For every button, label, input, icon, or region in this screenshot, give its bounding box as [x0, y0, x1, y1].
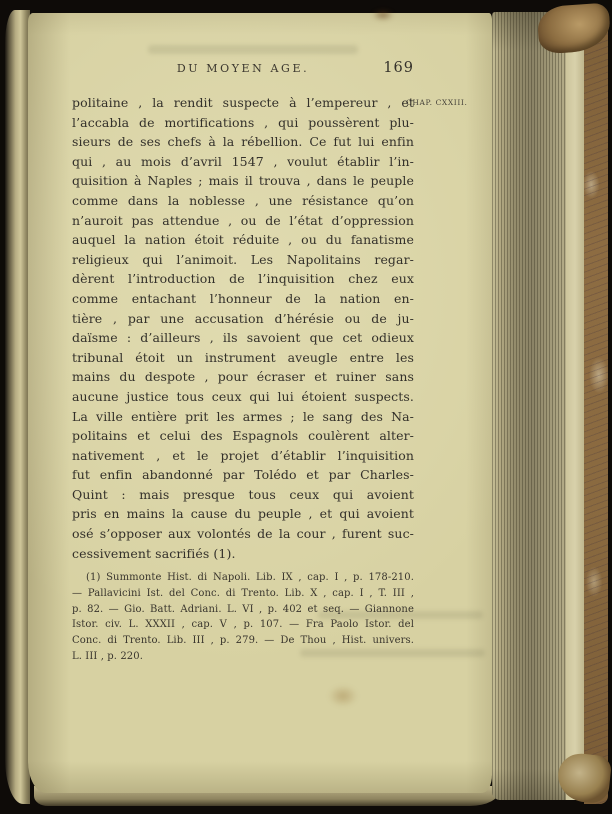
- footnote-line: Istor. civ. L. XXXII , cap. V , p. 107. — Fra Paolo Istor. del: [72, 619, 414, 631]
- page-header: [72, 62, 414, 75]
- body-text-line: mains du despote , pour écraser et ruiner sans: [72, 369, 414, 385]
- body-text-line: pris en mains la cause du peuple , et qui avoient: [72, 506, 414, 522]
- body-text-line: religieux qui l’animoit. Les Napolitains regar-: [72, 251, 414, 267]
- page-number: 169: [383, 60, 414, 76]
- body-text-line: cessivement sacrifiés (1).: [72, 545, 236, 561]
- footnote-line: Conc. di Trento. Lib. III , p. 279. — De Thou , Hist. univers.: [72, 635, 414, 647]
- body-text-line: politains et celui des Espagnols coulèrent alter-: [72, 428, 414, 444]
- chapter-margin-note: CHAP. CXXIII.: [406, 98, 468, 107]
- gutter-page-sliver: [5, 10, 30, 804]
- body-text-line: auquel la nation étoit réduite , ou du fanatisme: [72, 232, 414, 248]
- footnote-line: L. III , p. 220.: [72, 650, 144, 662]
- book-page: [28, 13, 492, 793]
- footnote-line: — Pallavicini Ist. del Conc. di Trento. Lib. X , cap. I , T. III ,: [72, 587, 414, 599]
- body-text-line: tière , par une accusation d’hérésie ou de ju-: [72, 310, 414, 326]
- body-text-line: comme entachant l’honneur de la nation en-: [72, 290, 414, 306]
- body-text-line: fut enfin abandonné par Tolédo et par Charles-: [72, 467, 414, 483]
- footnote-line: (1) Summonte Hist. di Napoli. Lib. IX , cap. I , p. 178-210.: [86, 572, 414, 583]
- body-text-line: dèrent l’introduction de l’inquisition chez eux: [72, 271, 414, 287]
- body-text-line: daïsme : d’ailleurs , ils savoient que cet odieux: [72, 330, 414, 346]
- body-text-line: aucune justice tous ceux qui lui étoient suspects.: [72, 388, 414, 404]
- show-through-smudge: [148, 45, 358, 54]
- body-text-line: politaine , la rendit suspecte à l’empereur , et: [72, 95, 414, 110]
- body-text-line: osé s’opposer aux volontés de la cour , furent suc-: [72, 526, 414, 542]
- running-title: DU MOYEN AGE.: [176, 62, 310, 75]
- body-text-line: quisition à Naples ; mais il trouva , dans le peuple: [72, 173, 414, 189]
- footnote-line: p. 82. — Gio. Batt. Adriani. L. VI , p. 402 et seq. — Giannone: [72, 603, 414, 615]
- body-text-line: n’auroit pas attendue , ou de l’état d’oppression: [72, 212, 414, 228]
- body-text-line: tribunal étoit un instrument aveugle entre les: [72, 349, 414, 365]
- page-fore-edge: [492, 12, 566, 800]
- body-text-line: Quint : mais presque tous ceux qui avoient: [72, 486, 414, 502]
- body-text-line: qui , au mois d’avril 1547 , voulut établir l’in-: [72, 153, 414, 169]
- body-text-line: comme dans la noblesse , une résistance qu’on: [72, 192, 414, 208]
- body-text-line: La ville entière prit les armes ; le sang des Na-: [72, 408, 414, 424]
- body-text-line: nativement , et le projet d’établir l’inquisition: [72, 447, 414, 463]
- footnote: [72, 570, 414, 665]
- endpaper-band: [566, 14, 584, 800]
- body-text-line: sieurs de ses chefs à la rébellion. Ce fut lui enfin: [72, 134, 414, 150]
- paper-stain: [328, 685, 358, 707]
- marbled-cover-edge: [584, 10, 608, 804]
- body-paragraph: [72, 93, 414, 563]
- body-text-line: l’accabla de mortifications , qui poussèrent plu-: [72, 114, 414, 130]
- paper-stain: [372, 9, 394, 21]
